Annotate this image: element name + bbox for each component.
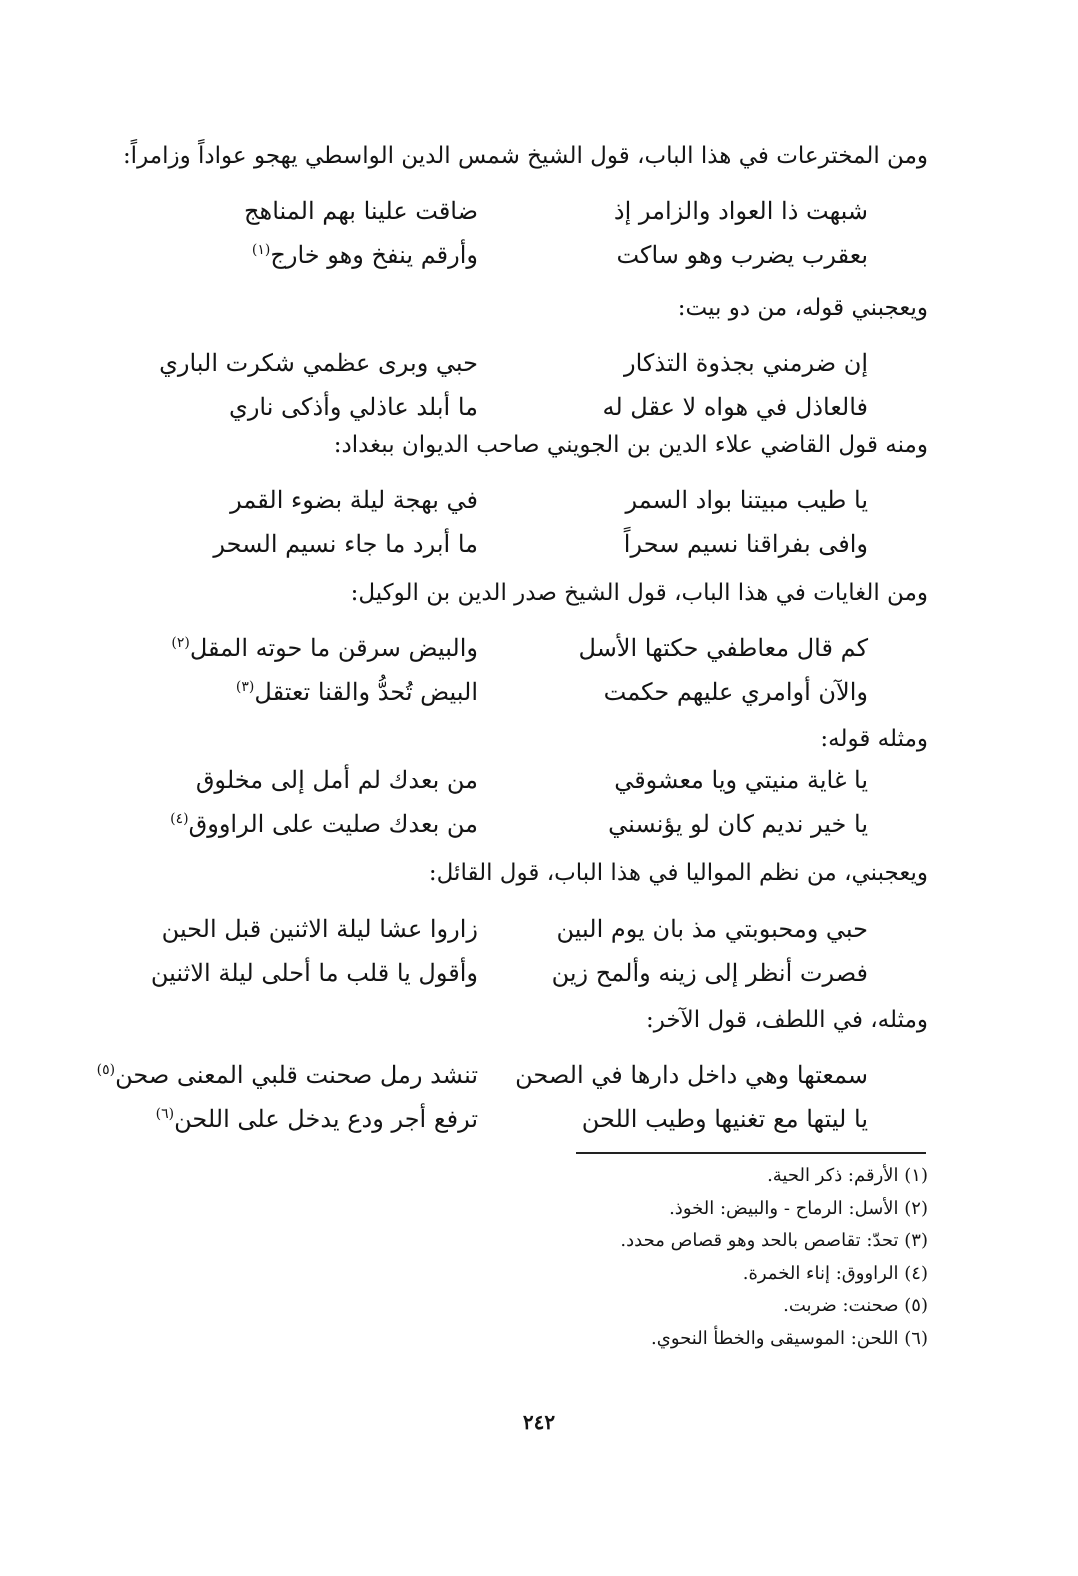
verse-first-hemistich: حبي ومحبوبتي مذ بان يوم البين [556, 915, 868, 943]
verse-second-hemistich: حبي وبرى عظمي شكرت الباري [159, 349, 478, 377]
verse-second-hemistich: ما أبلد عاذلي وأذكى ناري [229, 393, 478, 421]
verse-first-hemistich: وافى بفراقنا نسيم سحراً [623, 530, 868, 558]
section-intro: ومن الغايات في هذا الباب، قول الشيخ صدر الدين بن الوكيل: [350, 580, 928, 606]
verse-second-hemistich [97, 1058, 478, 1092]
verse-text: والبيض سرقن ما حوته المقل [189, 634, 478, 662]
footnotes [428, 1160, 928, 1355]
verse-text: من بعدك صليت على الراووق [188, 810, 478, 838]
verse-first-hemistich: سمعتها وهي داخل دارها في الصحن [515, 1061, 868, 1089]
verse-first-hemistich: يا خير نديم كان لو يؤنسني [608, 810, 868, 838]
poem-couplet [0, 483, 1078, 573]
verse-text: البيض تُحدُّ والقنا تعتقل [254, 678, 478, 706]
page-number: ٢٤٢ [522, 1410, 556, 1434]
verse-second-hemistich [170, 807, 478, 841]
footnote-divider [576, 1152, 926, 1154]
footnote: (٢) الأسل: الرماح - والبيض: الخوذ. [669, 1197, 928, 1219]
footnote-marker: (٣) [235, 679, 255, 695]
verse-second-hemistich: زاروا عشا ليلة الاثنين قبل الحين [161, 915, 478, 943]
footnote-marker: (٢) [171, 635, 190, 651]
footnote: (٣) تحدّ: تقاصص بالحد وهو قصاص محدد. [620, 1230, 928, 1251]
verse-text: ترفع أجر ودع يدخل على اللحن [174, 1105, 478, 1133]
verse-first-hemistich: بعقرب يضرب وهو ساكت [616, 241, 868, 269]
verse-first-hemistich: والآن أوامري عليهم حكمت [603, 678, 868, 706]
verse-second-hemistich: من بعدك لم أمل إلى مخلوق [195, 766, 478, 794]
footnote-marker: (٥) [96, 1062, 116, 1078]
verse-second-hemistich [252, 238, 478, 272]
verse-first-hemistich: يا طيب مبيتنا بواد السمر [625, 486, 868, 514]
footnote: (٥) صحنت: ضربت. [783, 1295, 928, 1316]
footnote: (٦) اللحن: الموسيقى والخطأ النحوي. [651, 1327, 928, 1349]
poem-couplet [0, 763, 1078, 853]
verse-second-hemistich [156, 1102, 478, 1136]
footnote-marker: (١) [251, 242, 271, 258]
footnote-marker: (٦) [155, 1106, 175, 1122]
verse-text: وأرقم ينفخ وهو خارج [270, 241, 478, 269]
poem-couplet [0, 631, 1078, 721]
verse-first-hemistich: فصرت أنظر إلى زينه وألمح زين [551, 959, 868, 987]
verse-text: تنشد رمل صحنت قلبي المعنى صحن [115, 1061, 478, 1089]
section-intro: ومثله قوله: [820, 726, 928, 752]
verse-first-hemistich: كم قال معاطفي حكتها الأسل [578, 634, 868, 662]
poem-couplet [0, 194, 1078, 284]
section-intro: ويعجبني قوله، من دو بيت: [677, 295, 928, 321]
section-intro: ومنه قول القاضي علاء الدين بن الجويني صاحب الديوان ببغداد: [333, 432, 928, 458]
verse-second-hemistich [171, 631, 478, 665]
verse-first-hemistich: شبهت ذا العواد والزامر إذ [613, 197, 868, 225]
poem-couplet [0, 346, 1078, 436]
verse-second-hemistich [236, 675, 478, 709]
verse-second-hemistich: ضاقت علينا بهم المناهج [244, 197, 478, 225]
footnote: (١) الأرقم: ذكر الحية. [767, 1165, 928, 1186]
verse-first-hemistich: يا ليتها مع تغنيها وطيب اللحن [581, 1105, 868, 1133]
section-intro: ويعجبني، من نظم المواليا في هذا الباب، قول القائل: [428, 860, 928, 886]
section-intro: ومثله، في اللطف، قول الآخر: [645, 1007, 928, 1033]
verse-second-hemistich: وأقول يا قلب ما أحلى ليلة الاثنين [150, 959, 478, 987]
poem-couplet [0, 1058, 1078, 1148]
poem-couplet [0, 912, 1078, 1002]
footnote: (٤) الراووق: إناء الخمرة. [742, 1262, 928, 1284]
verse-first-hemistich: يا غاية منيتي ويا معشوقي [614, 766, 868, 794]
footnote-marker: (٤) [170, 811, 189, 827]
verse-second-hemistich: ما أبرد ما جاء نسيم السحر [213, 530, 478, 558]
verse-first-hemistich: إن ضرمني بجذوة التذكار [624, 349, 868, 377]
verse-second-hemistich: في بهجة ليلة بضوء القمر [230, 486, 478, 514]
verse-first-hemistich: فالعاذل في هواه لا عقل له [602, 393, 868, 421]
section-intro: ومن المخترعات في هذا الباب، قول الشيخ شمس الدين الواسطي يهجو عواداً وزامراً: [122, 143, 928, 169]
